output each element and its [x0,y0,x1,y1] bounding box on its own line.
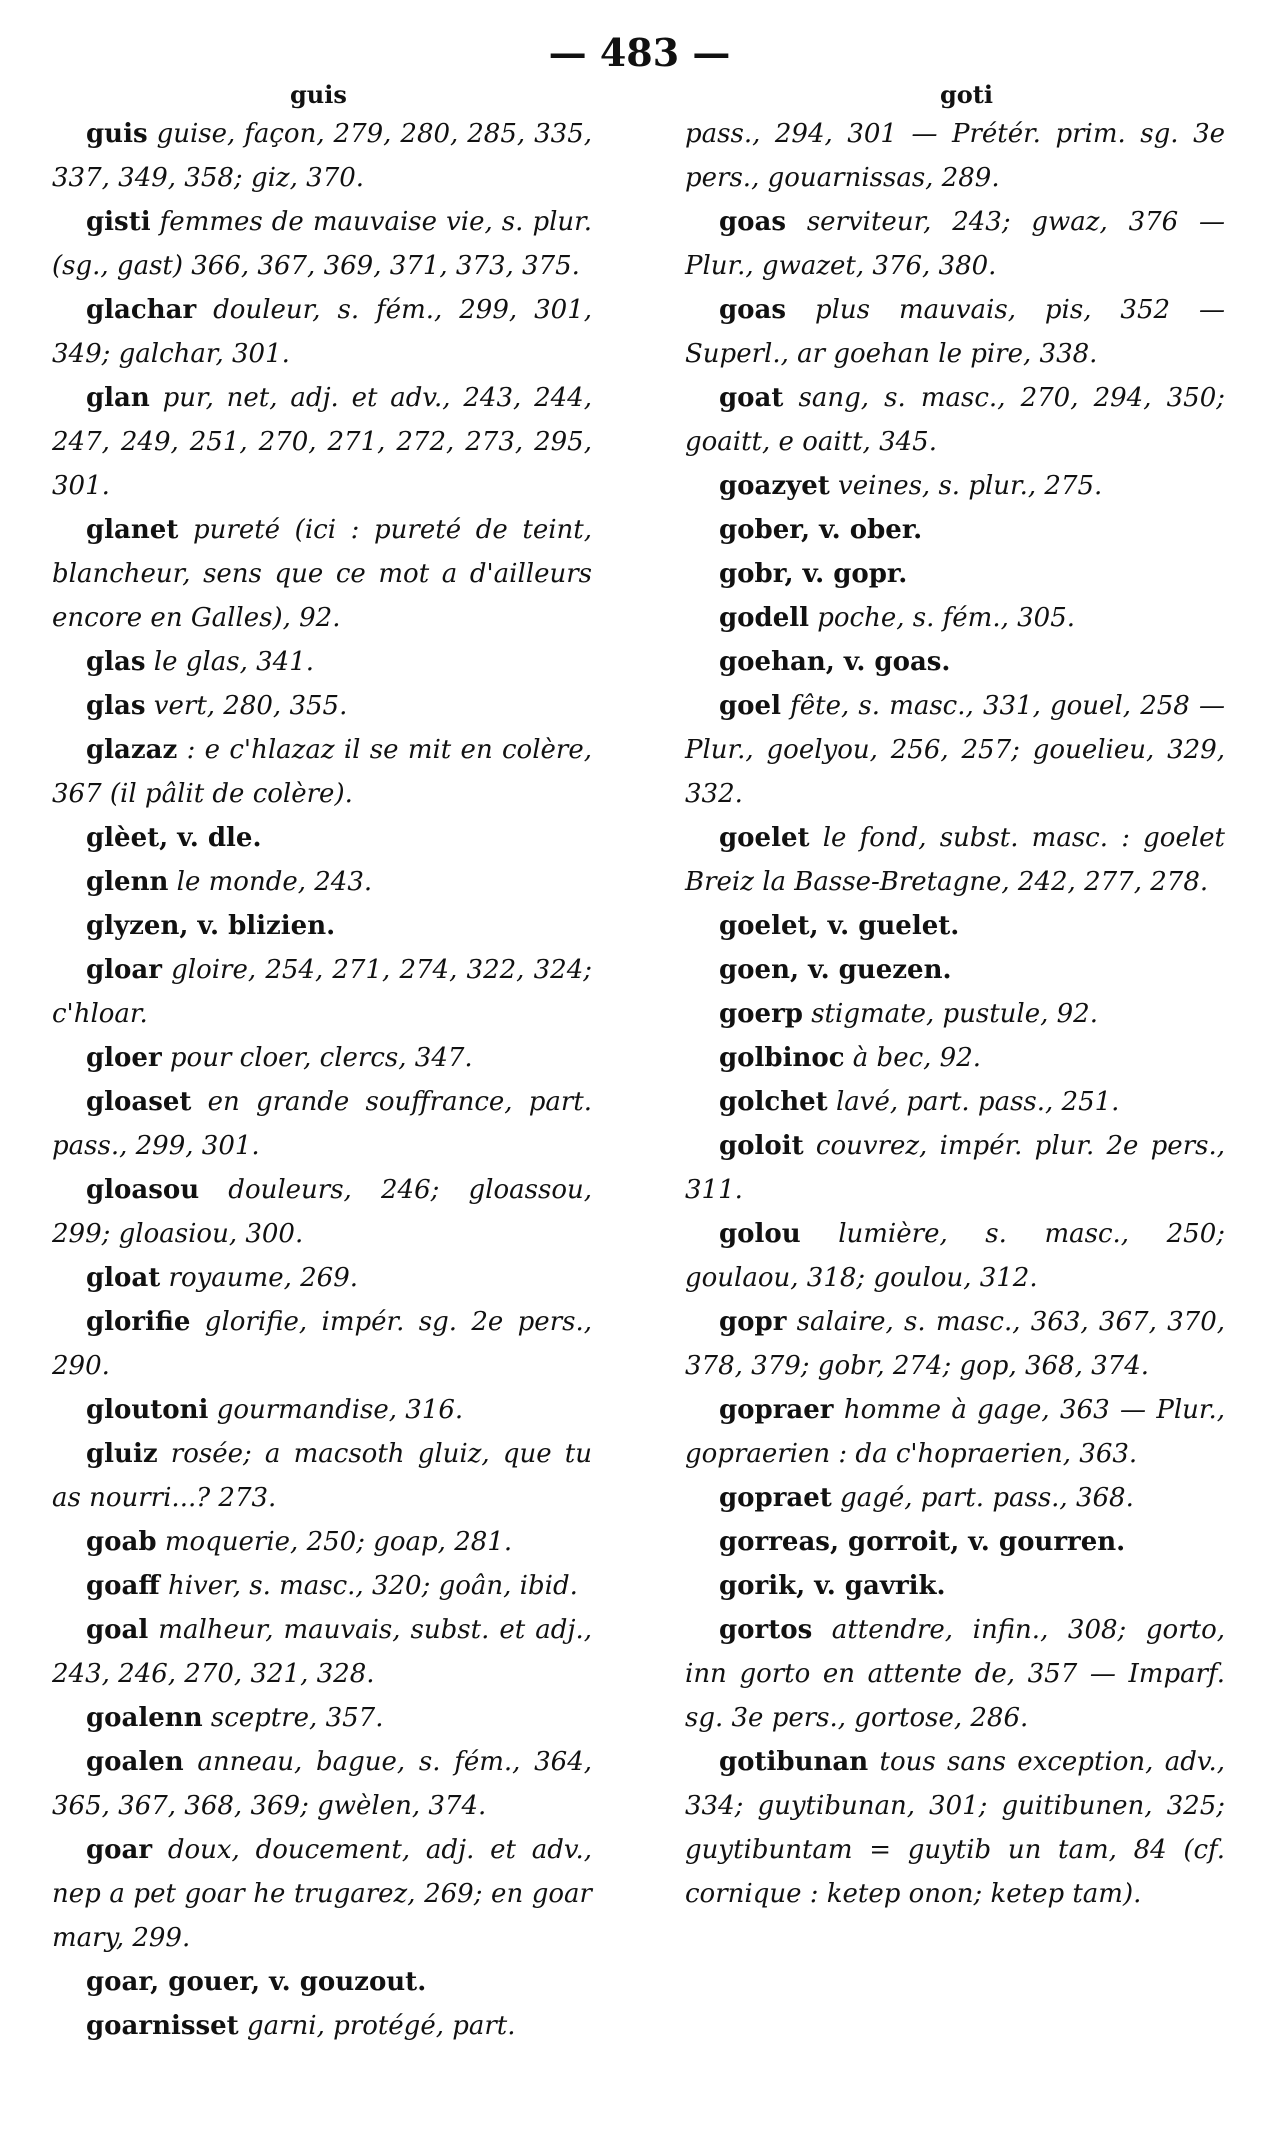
headword: glenn [86,867,169,897]
definition: le fond, subst. masc. : goelet Breiz la Basse-Bretagne, 242, 277, 278. [685,823,1225,897]
definition: plus mauvais, pis, 352 — Superl., ar goehan le pire, 338. [685,295,1225,369]
right-column [685,112,1225,1916]
headword: goas [719,295,787,325]
dictionary-entry [685,948,1225,992]
headword: golchet [719,1087,828,1117]
headword: goehan, v. goas. [719,647,951,677]
definition: attendre, infin., 308; gorto, inn gorto en attente de, 357 — Imparf. sg. 3e pers., gortose, 286. [685,1615,1225,1733]
headword: gopr [719,1307,787,1337]
dictionary-entry [685,1740,1225,1916]
dictionary-entry [685,1300,1225,1388]
definition: en grande souffrance, part. pass., 299, 301. [52,1087,592,1161]
dictionary-entry [52,1036,592,1080]
headword: goaff [86,1571,160,1601]
headword: glas [86,691,146,721]
dictionary-entry [685,1608,1225,1740]
definition: doux, doucement, adj. et adv., nep a pet goar he trugarez, 269; en goar mary, 299. [52,1835,592,1953]
headword: gloat [86,1263,161,1293]
definition: hiver, s. masc., 320; goân, ibid. [159,1571,578,1601]
headword: glorifie [86,1307,191,1337]
headword: glèet, v. dle. [86,823,262,853]
headword: gloasou [86,1175,200,1205]
headword: glanet [86,515,179,545]
headword: goalen [86,1747,184,1777]
definition: gagé, part. pass., 368. [831,1483,1134,1513]
dictionary-entry [685,816,1225,904]
definition: femmes de mauvaise vie, s. plur. (sg., gast) 366, 367, 369, 371, 373, 375. [52,207,592,281]
definition: moquerie, 250; goap, 281. [156,1527,513,1557]
definition: lumière, s. masc., 250; goulaou, 318; goulou, 312. [685,1219,1225,1293]
dictionary-entry [685,904,1225,948]
dictionary-entry [685,1124,1225,1212]
dictionary-entry [685,1388,1225,1476]
dictionary-entry [52,376,592,508]
headword: goerp [719,999,803,1029]
dictionary-entry [52,508,592,640]
dictionary-entry [685,1564,1225,1608]
definition: gourmandise, 316. [208,1395,464,1425]
headword: goab [86,1527,157,1557]
definition: salaire, s. masc., 363, 367, 370, 378, 379; gobr, 274; gop, 368, 374. [685,1307,1225,1381]
dictionary-entry [52,1608,592,1696]
dictionary-entry [685,684,1225,816]
headword: glachar [86,295,197,325]
definition: serviteur, 243; gwaz, 376 — Plur., gwazet, 376, 380. [685,207,1225,281]
definition: rosée; a macsoth gluiz, que tu as nourri...? 273. [52,1439,592,1513]
headword: gloutoni [86,1395,209,1425]
dictionary-entry [52,1828,592,1960]
definition: couvrez, impér. plur. 2e pers., 311. [685,1131,1225,1205]
dictionary-entry [685,1212,1225,1300]
definition: tous sans exception, adv., 334; guytibunan, 301; guitibunen, 325; guytibuntam = guytib un tam, 84 (cf. cornique : ketep onon; ketep tam). [685,1747,1225,1909]
definition: homme à gage, 363 — Plur., gopraerien : da c'hopraerien, 363. [685,1395,1225,1469]
dictionary-entry [52,640,592,684]
headword: goas [719,207,787,237]
definition: garni, protégé, part. [238,2011,516,2041]
dictionary-entry [685,288,1225,376]
headword: gloar [86,955,162,985]
headword: gortos [719,1615,813,1645]
definition: pureté (ici : pureté de teint, blancheur, sens que ce mot a d'ailleurs encore en Galles), 92. [52,515,592,633]
definition: gloire, 254, 271, 274, 322, 324; c'hloar. [52,955,592,1029]
dictionary-entry [52,288,592,376]
dictionary-entry [685,992,1225,1036]
definition: poche, s. fém., 305. [809,603,1076,633]
headword: goen, v. guezen. [719,955,952,985]
dictionary-entry [52,1300,592,1388]
dictionary-entry [52,1080,592,1168]
definition: pass., 294, 301 — Prétér. prim. sg. 3e pers., gouarnissas, 289. [685,119,1225,193]
definition: anneau, bague, s. fém., 364, 365, 367, 368, 369; gwèlen, 374. [52,1747,592,1821]
dictionary-entry [52,1520,592,1564]
headword: glyzen, v. blizien. [86,911,336,941]
dictionary-entry [52,728,592,816]
headword: golou [719,1219,801,1249]
definition: fête, s. masc., 331, gouel, 258 — Plur., goelyou, 256, 257; gouelieu, 329, 332. [685,691,1225,809]
definition: le monde, 243. [168,867,373,897]
dictionary-entry [52,1564,592,1608]
dictionary-entry [685,596,1225,640]
headword: gluiz [86,1439,158,1469]
dictionary-entry [52,684,592,728]
dictionary-entry [685,1520,1225,1564]
dictionary-entry [685,1080,1225,1124]
definition: le glas, 341. [145,647,315,677]
headword: goat [719,383,784,413]
definition: lavé, part. pass., 251. [827,1087,1120,1117]
headword: gorreas, gorroit, v. gourren. [719,1527,1126,1557]
headword: gloer [86,1043,162,1073]
definition: vert, 280, 355. [145,691,348,721]
definition: douleur, s. fém., 299, 301, 349; galchar, 301. [52,295,592,369]
dictionary-entry [685,1476,1225,1520]
dictionary-entry [52,1168,592,1256]
dictionary-entry [685,1036,1225,1080]
headword: goazyet [719,471,830,501]
running-head-left: guis [290,80,347,109]
headword: gopraer [719,1395,834,1425]
left-column [52,112,592,2048]
definition: stigmate, pustule, 92. [802,999,1098,1029]
definition: : e c'hlazaz il se mit en colère, 367 (il pâlit de colère). [52,735,592,809]
definition: malheur, mauvais, subst. et adj., 243, 246, 270, 321, 328. [52,1615,592,1689]
dictionary-entry [52,1256,592,1300]
dictionary-entry [685,200,1225,288]
headword: goar [86,1835,153,1865]
dictionary-entry [685,376,1225,464]
headword: gotibunan [719,1747,869,1777]
dictionary-entry [52,1740,592,1828]
definition: à bec, 92. [844,1043,982,1073]
page-number: — 483 — [548,30,731,75]
headword: goelet, v. guelet. [719,911,960,941]
dictionary-entry [52,1388,592,1432]
headword: goel [719,691,781,721]
running-head-right: goti [940,80,993,109]
dictionary-entry [52,200,592,288]
headword: guis [86,119,148,149]
headword: glas [86,647,146,677]
headword: gober, v. ober. [719,515,923,545]
headword: golbinoc [719,1043,845,1073]
definition: royaume, 269. [160,1263,359,1293]
headword: goarnisset [86,2011,239,2041]
definition: guise, façon, 279, 280, 285, 335, 337, 349, 358; giz, 370. [52,119,592,193]
headword: goloit [719,1131,804,1161]
dictionary-entry [52,1432,592,1520]
headword: glan [86,383,150,413]
headword: gisti [86,207,151,237]
dictionary-entry [52,2004,592,2048]
headword: goal [86,1615,149,1645]
headword: gobr, v. gopr. [719,559,908,589]
dictionary-entry [52,112,592,200]
dictionary-entry [52,1696,592,1740]
headword: goar, gouer, v. gouzout. [86,1967,427,1997]
dictionary-entry [685,552,1225,596]
definition: glorifie, impér. sg. 2e pers., 290. [52,1307,592,1381]
dictionary-entry [52,860,592,904]
headword: goalenn [86,1703,203,1733]
headword: godell [719,603,809,633]
headword: glazaz [86,735,178,765]
dictionary-entry [52,948,592,1036]
definition: pur, net, adj. et adv., 243, 244, 247, 249, 251, 270, 271, 272, 273, 295, 301. [52,383,592,501]
headword: goelet [719,823,810,853]
dictionary-entry [685,508,1225,552]
headword: gorik, v. gavrik. [719,1571,946,1601]
definition: douleurs, 246; gloassou, 299; gloasiou, 300. [52,1175,592,1249]
definition: sang, s. masc., 270, 294, 350; goaitt, e oaitt, 345. [685,383,1225,457]
dictionary-entry [52,816,592,860]
dictionary-entry [685,640,1225,684]
dictionary-entry [685,464,1225,508]
definition: veines, s. plur., 275. [829,471,1103,501]
definition: sceptre, 357. [202,1703,384,1733]
definition: pour cloer, clercs, 347. [161,1043,473,1073]
headword: gopraet [719,1483,832,1513]
dictionary-entry [685,112,1225,200]
headword: gloaset [86,1087,192,1117]
dictionary-entry [52,1960,592,2004]
dictionary-entry [52,904,592,948]
